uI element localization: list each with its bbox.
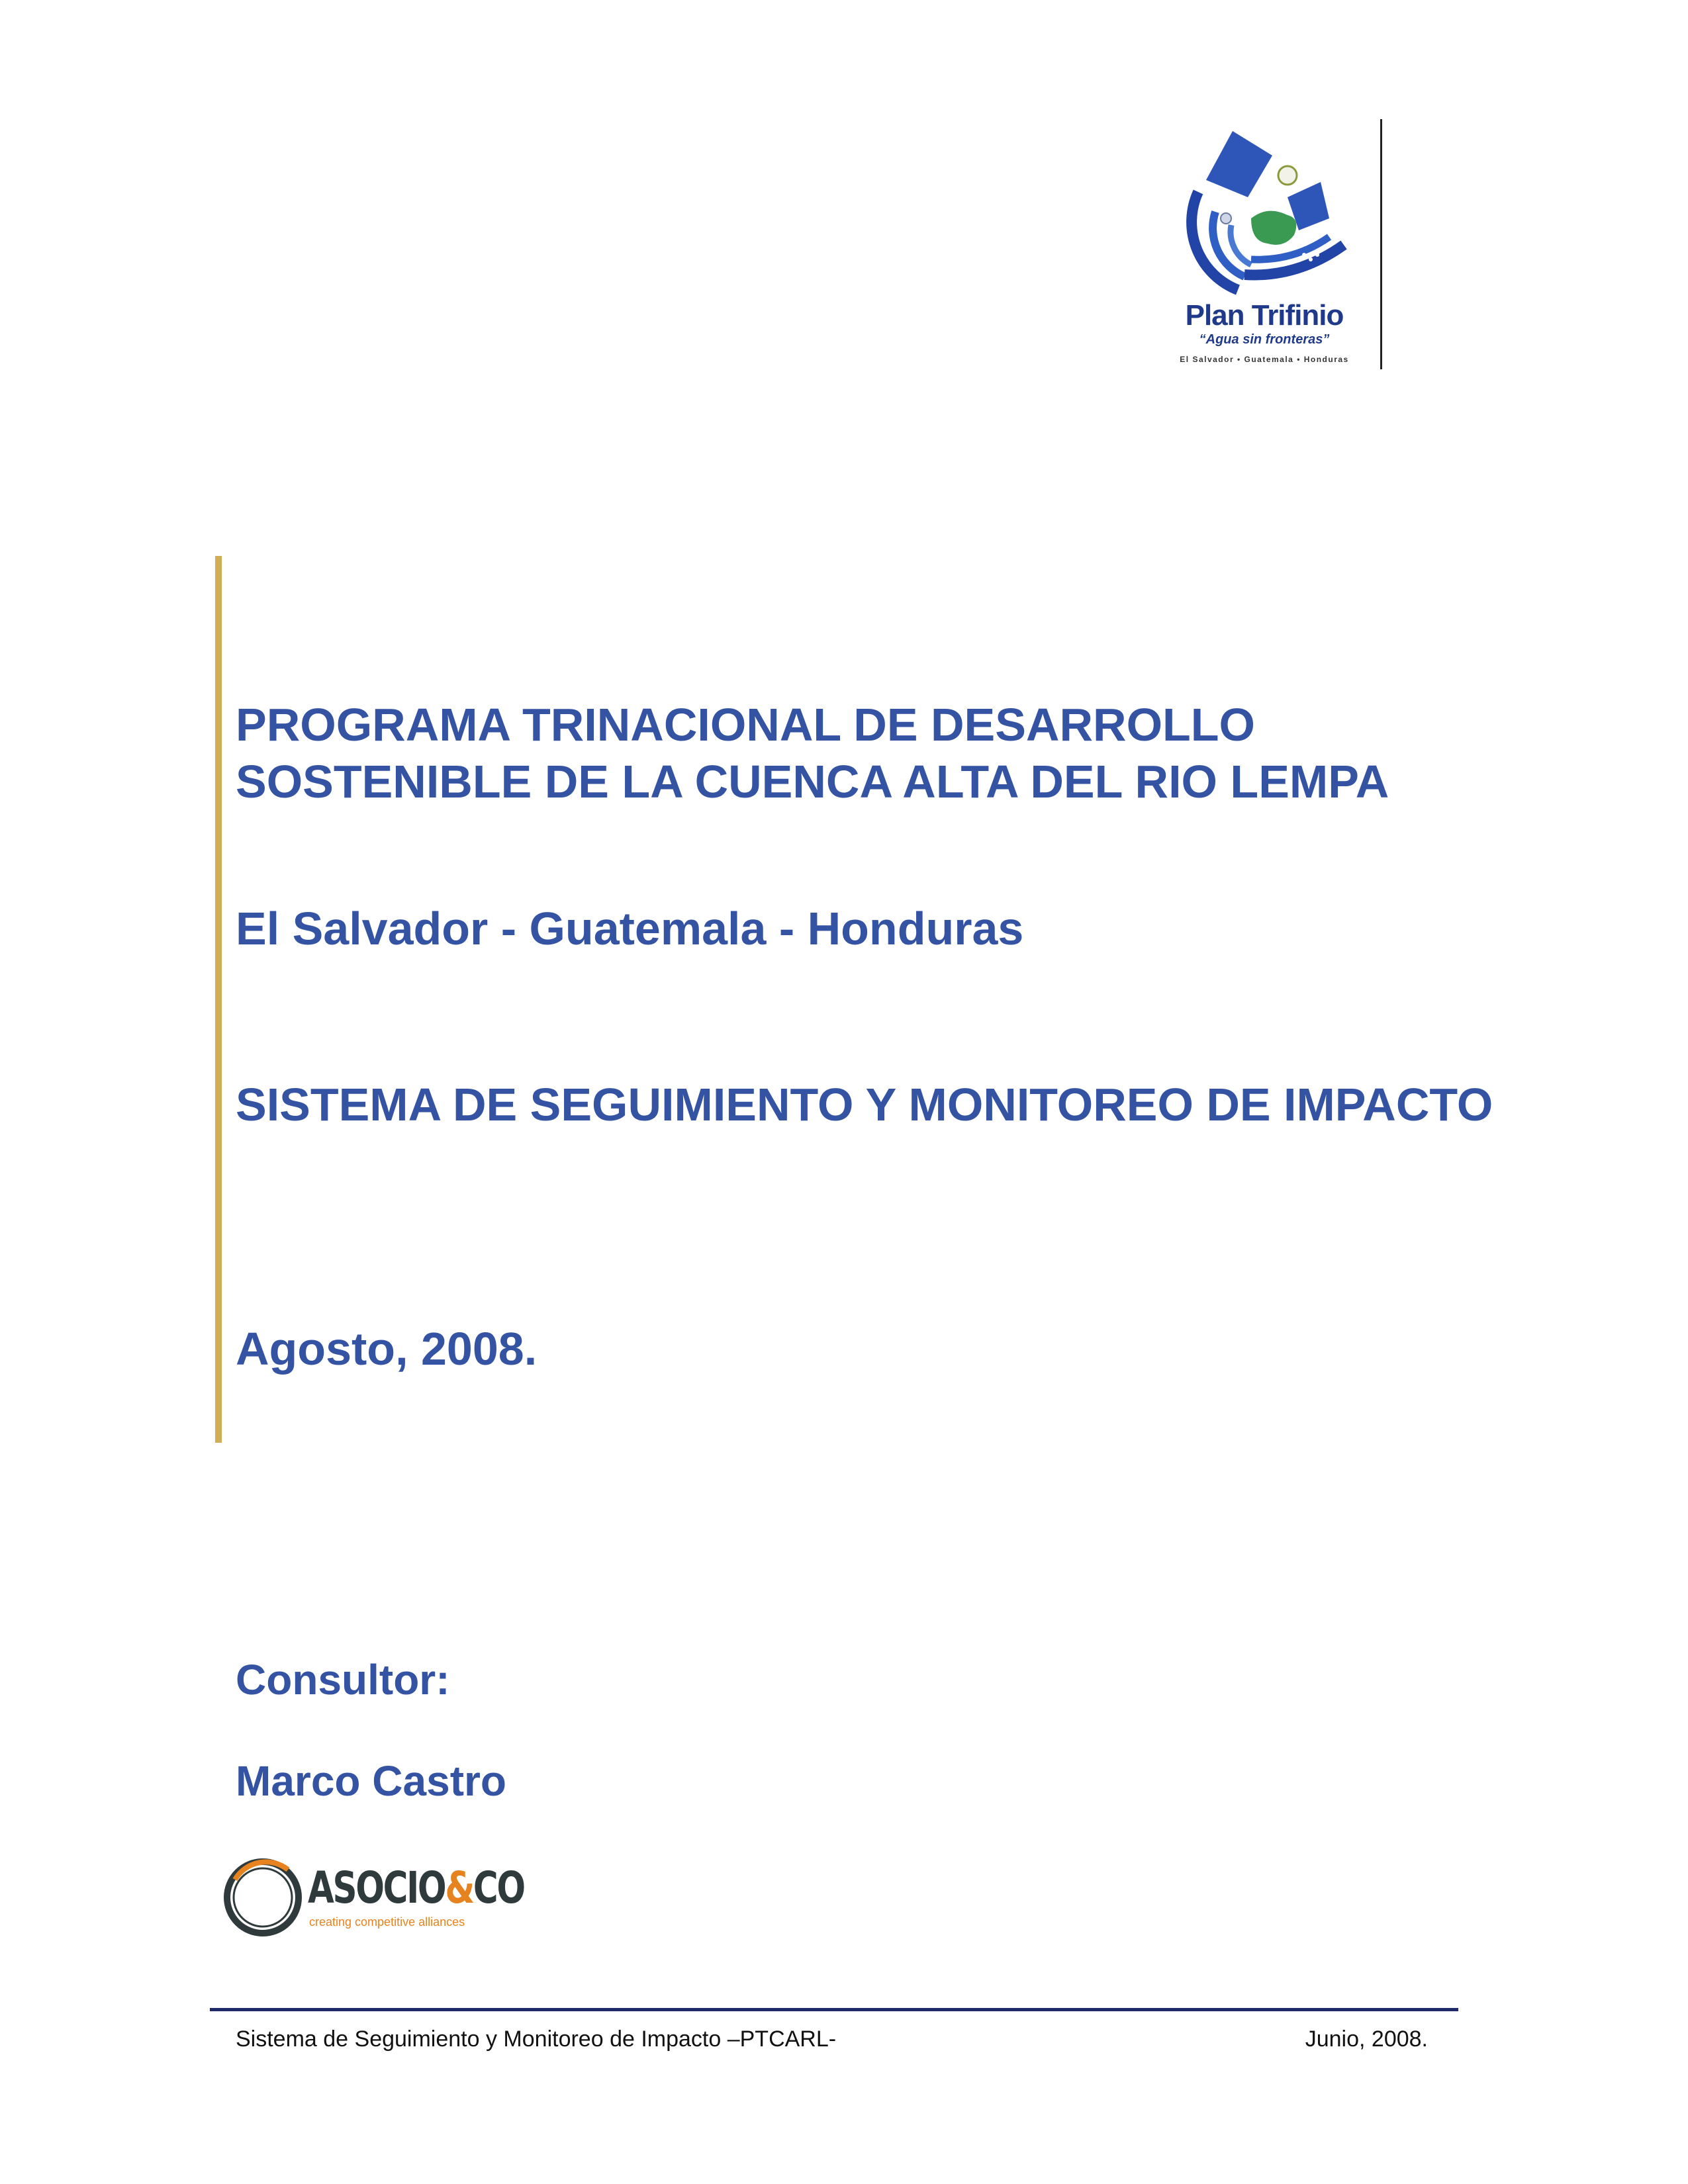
plan-trifinio-emblem (1152, 119, 1370, 298)
plan-trifinio-countries: El Salvador • Guatemala • Honduras (1180, 355, 1349, 364)
plan-trifinio-logo (1152, 119, 1370, 374)
asocio-slogan: creating competitive alliances (309, 1915, 465, 1929)
asocio-logo (222, 1853, 524, 1942)
countries-subtitle: El Salvador - Guatemala - Honduras (236, 903, 1024, 954)
consultant-name: Marco Castro (236, 1757, 506, 1805)
asocio-ring-icon (222, 1853, 308, 1942)
document-date: Agosto, 2008. (236, 1323, 538, 1375)
footer-document-title: Sistema de Seguimiento y Monitoreo de Impacto –PTCARL- (236, 2026, 837, 2052)
system-title: SISTEMA DE SEGUIMIENTO Y MONITOREO DE IMPACTO (236, 1079, 1493, 1130)
asocio-wordmark-part2: CO (473, 1862, 524, 1913)
plan-trifinio-tagline: “Agua sin fronteras” (1199, 332, 1330, 347)
gold-accent-rule (215, 556, 222, 1443)
asocio-wordmark-amp: & (445, 1862, 473, 1913)
program-title: PROGRAMA TRINACIONAL DE DESARROLLO SOSTENIBLE DE LA CUENCA ALTA DEL RIO LEMPA (236, 699, 1389, 807)
plan-trifinio-name: Plan Trifinio (1185, 299, 1344, 332)
footer-rule (210, 2008, 1458, 2011)
consultant-label: Consultor: (236, 1656, 450, 1704)
asocio-wordmark (308, 1862, 524, 1913)
logo-divider (1380, 119, 1382, 369)
footer-date: Junio, 2008. (1305, 2026, 1428, 2052)
asocio-wordmark-part1: ASOCIO (308, 1862, 445, 1913)
